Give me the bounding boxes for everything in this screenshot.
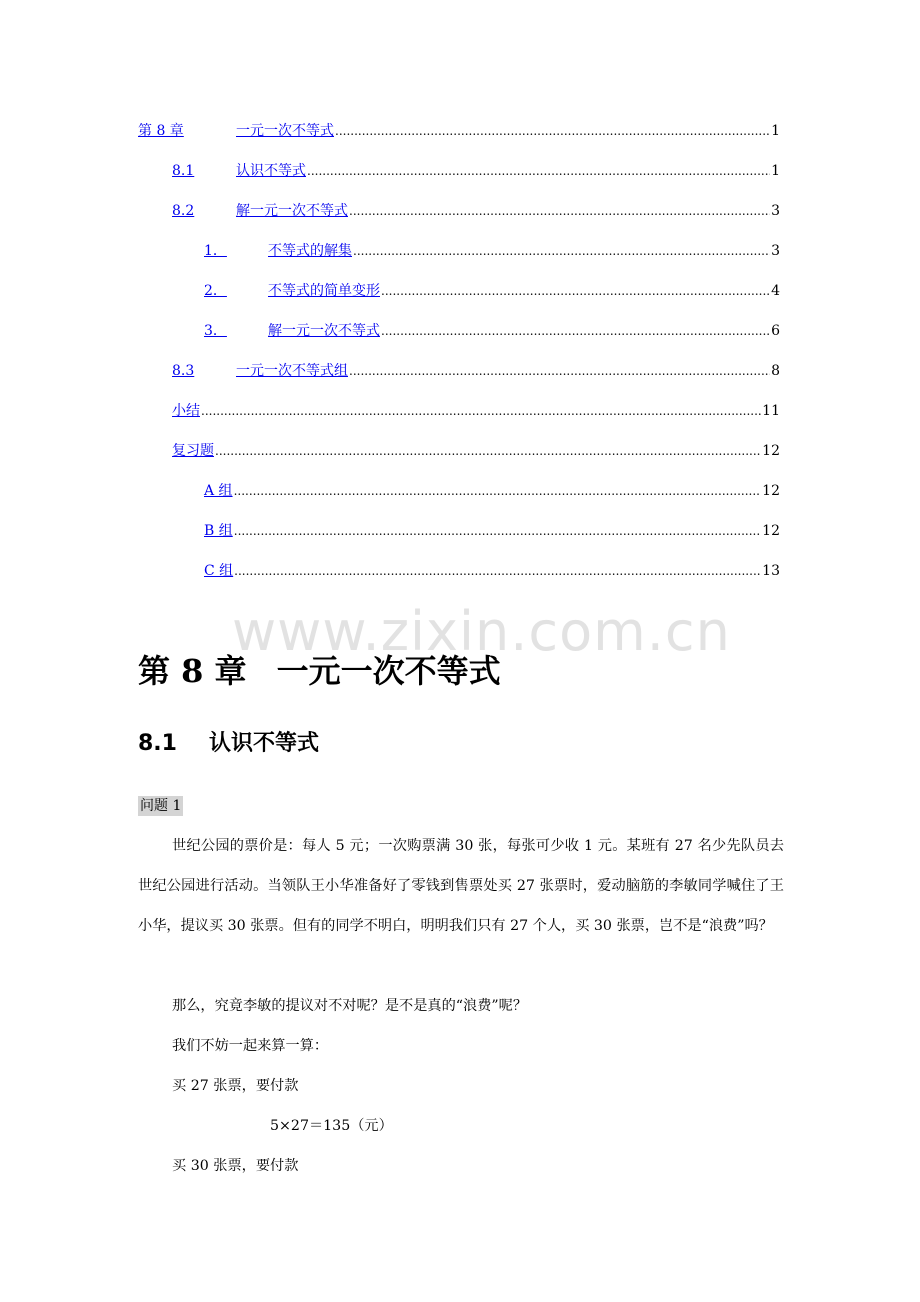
toc-entry-number[interactable]: 8.2: [172, 203, 195, 219]
toc-leader-dots: [349, 200, 770, 222]
toc-entry-page: 3: [771, 203, 780, 219]
toc-entry-number[interactable]: 第 8 章: [138, 123, 184, 139]
toc-entry[interactable]: [172, 200, 780, 222]
toc-entry[interactable]: [172, 440, 780, 462]
toc-entry-page: 13: [762, 563, 780, 579]
section-heading: [138, 726, 319, 757]
toc-entry[interactable]: [138, 120, 780, 142]
toc-entry[interactable]: [204, 480, 780, 502]
toc-entry-page: 6: [771, 323, 780, 339]
paragraph-calc-intro: 我们不妨一起来算一算：: [172, 1038, 329, 1054]
toc-entry-title[interactable]: A 组: [204, 483, 233, 499]
toc-entry-number[interactable]: 2．: [204, 283, 227, 299]
toc-leader-dots: [201, 400, 761, 422]
toc-entry-page: 12: [762, 483, 780, 499]
toc-entry-title[interactable]: 小结: [172, 403, 200, 419]
watermark: www.zixin.com.cn: [232, 600, 731, 663]
toc-entry-title[interactable]: 解一元一次不等式: [268, 323, 380, 339]
toc-entry-title[interactable]: C 组: [204, 563, 234, 579]
toc-entry-number[interactable]: 8.1: [172, 163, 195, 179]
toc-entry[interactable]: [204, 560, 780, 582]
toc-leader-dots: [215, 440, 761, 462]
toc-leader-dots: [381, 280, 770, 302]
paragraph-intro: 世纪公园的票价是：每人 5 元；一次购票满 30 张，每张可少收 1 元。某班有 27 名少先队员去世纪公园进行活动。当领队王小华准备好了零钱到售票处买 27 张票时，爱动脑筋的李敏同学喊住了王小华，提议买 30 张票。但有的同学不明白，明明我们只有 27 个人，买 30 张票，岂不是“浪费”吗？: [138, 838, 784, 934]
toc-entry-title[interactable]: 认识不等式: [236, 163, 306, 179]
toc-entry-page: 1: [771, 123, 780, 139]
toc-entry-page: 12: [762, 443, 780, 459]
toc-entry-number[interactable]: 3．: [204, 323, 227, 339]
toc-entry[interactable]: [204, 320, 780, 342]
chapter-title: 一元一次不等式: [276, 652, 501, 690]
toc-entry-title[interactable]: 解一元一次不等式: [236, 203, 348, 219]
section-title: 认识不等式: [208, 731, 319, 756]
toc-leader-dots: [353, 240, 770, 262]
paragraph-buy-30: 买 30 张票，要付款: [172, 1158, 299, 1174]
toc-entry-page: 8: [771, 363, 780, 379]
section-number: 8.1: [138, 731, 177, 756]
toc-leader-dots: [307, 160, 770, 182]
problem-label: 问题 1: [140, 798, 182, 814]
toc-entry-title[interactable]: B 组: [204, 523, 233, 539]
chapter-number: 第 8 章: [138, 652, 247, 690]
toc-entry-title[interactable]: 复习题: [172, 443, 214, 459]
toc-leader-dots: [381, 320, 770, 342]
toc-entry-page: 4: [771, 283, 780, 299]
chapter-heading: [138, 646, 501, 692]
toc-entry-title[interactable]: 不等式的简单变形: [268, 283, 380, 299]
formula: 5×27＝135（元）: [270, 1118, 393, 1134]
toc-leader-dots: [335, 120, 770, 142]
toc-entry-page: 11: [762, 403, 780, 419]
toc-leader-dots: [234, 520, 761, 542]
toc-entry[interactable]: [204, 520, 780, 542]
toc-leader-dots: [349, 360, 770, 382]
toc-entry-number[interactable]: 1．: [204, 243, 227, 259]
toc-entry-title[interactable]: 不等式的解集: [268, 243, 352, 259]
toc-entry[interactable]: [204, 280, 780, 302]
toc-leader-dots: [234, 560, 761, 582]
toc-entry[interactable]: [204, 240, 780, 262]
toc-entry[interactable]: [172, 400, 780, 422]
toc-entry-page: 1: [771, 163, 780, 179]
toc-entry-title[interactable]: 一元一次不等式组: [236, 363, 348, 379]
toc-entry-page: 12: [762, 523, 780, 539]
toc-entry[interactable]: [172, 360, 780, 382]
toc-entry-number[interactable]: 8.3: [172, 363, 195, 379]
paragraph-question: 那么，究竟李敏的提议对不对呢？是不是真的“浪费”呢？: [172, 998, 528, 1014]
toc-entry-title[interactable]: 一元一次不等式: [236, 123, 334, 139]
toc-leader-dots: [234, 480, 762, 502]
toc-entry-page: 3: [771, 243, 780, 259]
paragraph-buy-27: 买 27 张票，要付款: [172, 1078, 299, 1094]
toc-entry[interactable]: [172, 160, 780, 182]
